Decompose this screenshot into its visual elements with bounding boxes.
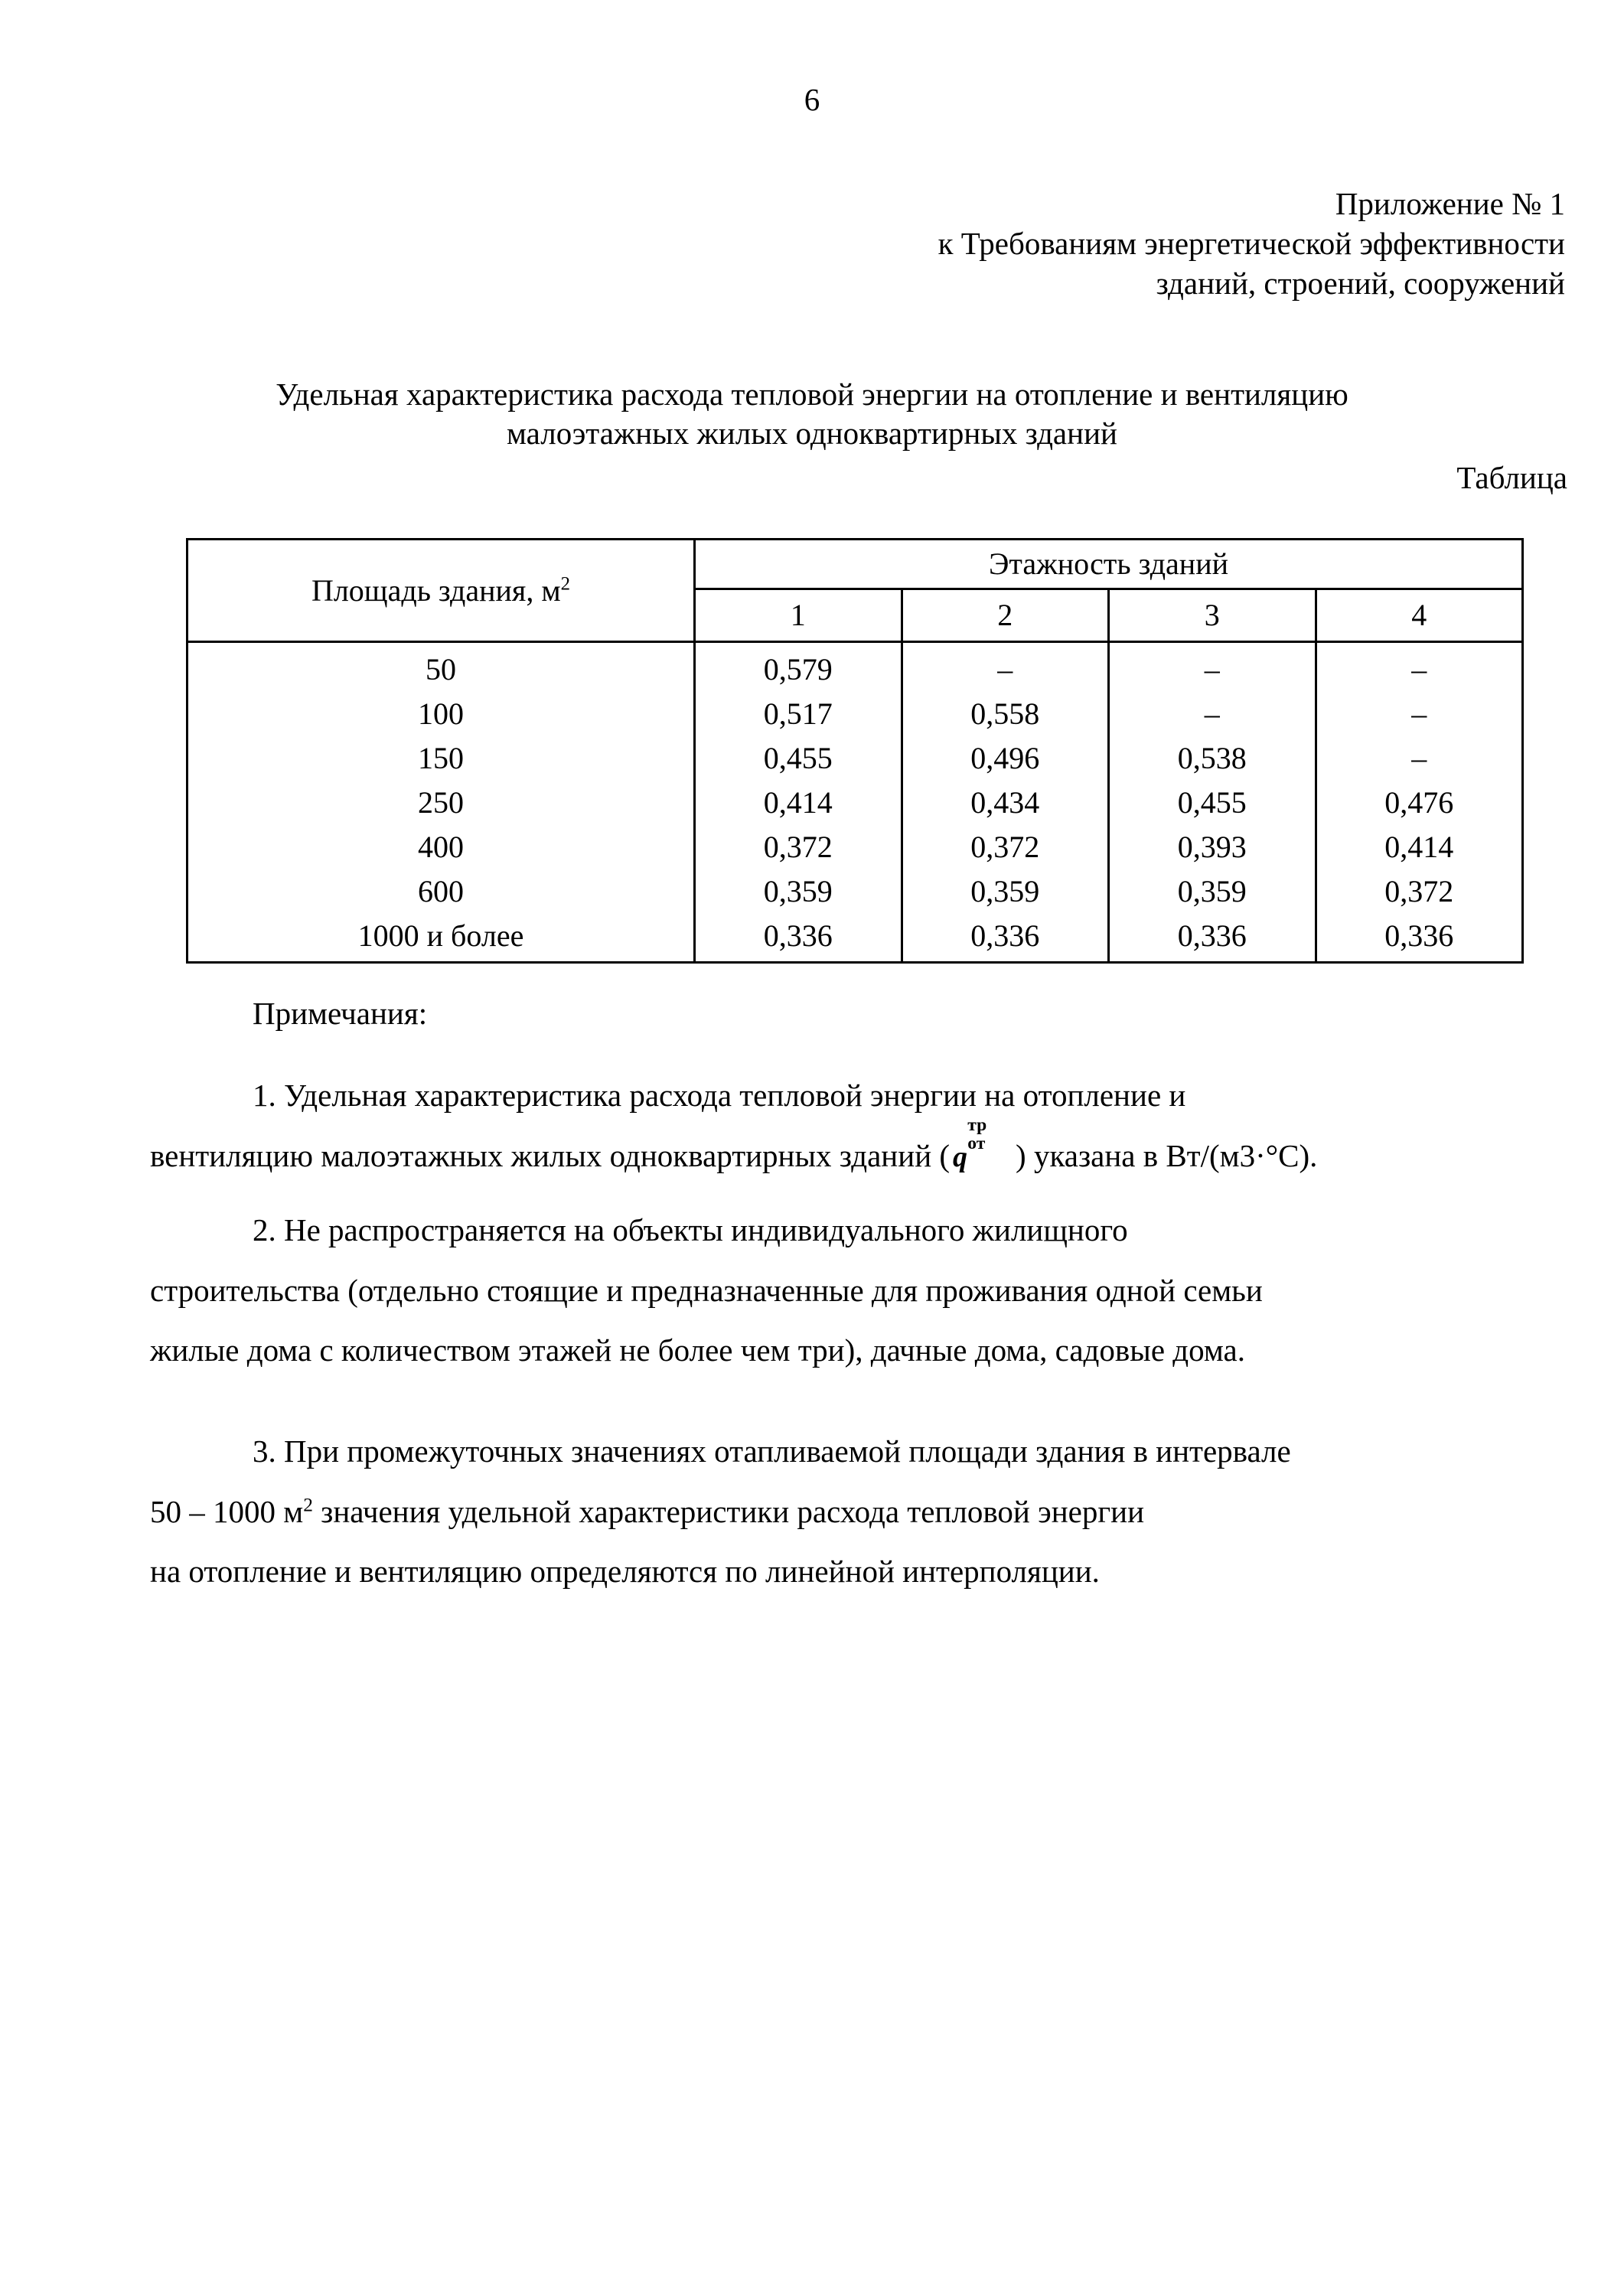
cell-value: 0,372 — [695, 825, 902, 869]
column-header-area-label: Площадь здания, м — [311, 572, 561, 608]
note-1-line-2 — [150, 1114, 1567, 1186]
note-3 — [150, 1421, 1567, 1602]
cell-value: 0,372 — [1316, 869, 1523, 914]
cell-value: 0,579 — [695, 642, 902, 693]
cell-value: 0,372 — [902, 825, 1109, 869]
cell-value: 0,538 — [1109, 736, 1316, 781]
cell-value: 0,336 — [902, 914, 1109, 963]
cell-area: 600 — [188, 869, 695, 914]
note-2-line-2: строительства (отдельно стоящие и предназначенные для проживания одной семьи — [150, 1272, 1263, 1308]
note-3-range-superscript: 2 — [303, 1494, 313, 1516]
table-row — [188, 692, 1523, 736]
table-row — [188, 869, 1523, 914]
column-header-floors-group: Этажность зданий — [695, 540, 1523, 589]
formula-subscript: от — [967, 1133, 986, 1153]
cell-value: – — [1316, 692, 1523, 736]
note-1-tail-after: ) указана в Вт/(м3·°С). — [1016, 1137, 1318, 1173]
column-header-floor-2: 2 — [902, 589, 1109, 642]
cell-value: 0,414 — [1316, 825, 1523, 869]
document-title-line-2: малоэтажных жилых одноквартирных зданий — [507, 416, 1117, 452]
cell-value: 0,414 — [695, 781, 902, 825]
note-1-line-1 — [150, 1065, 1567, 1126]
note-3-lead: 3. При промежуточных значениях отапливаемой площади здания в интервале — [253, 1433, 1291, 1469]
cell-value: 0,359 — [902, 869, 1109, 914]
column-header-floor-1: 1 — [695, 589, 902, 642]
note-2 — [150, 1200, 1567, 1381]
table-row — [188, 914, 1523, 963]
appendix-line-3: зданий, строений, сооружений — [1156, 266, 1565, 302]
cell-area: 250 — [188, 781, 695, 825]
note-3-line-2 — [150, 1482, 1567, 1542]
note-1-tail-before: вентиляцию малоэтажных жилых одноквартирных зданий ( — [150, 1137, 951, 1173]
cell-area: 150 — [188, 736, 695, 781]
formula-q-heating — [950, 1114, 1016, 1186]
formula-superscript: тр — [967, 1114, 987, 1135]
cell-value: – — [1316, 736, 1523, 781]
note-3-line-3: на отопление и вентиляцию определяются по линейной интерполяции. — [150, 1554, 1100, 1590]
column-header-floor-3: 3 — [1109, 589, 1316, 642]
table-container — [186, 538, 1524, 964]
cell-value: 0,336 — [1316, 914, 1523, 963]
cell-value: 0,336 — [1109, 914, 1316, 963]
heat-energy-table — [186, 538, 1524, 964]
page-number: 6 — [804, 82, 820, 117]
table-row — [188, 642, 1523, 693]
column-header-area-superscript: 2 — [560, 573, 571, 595]
note-3-range: 50 – 1000 м — [150, 1493, 304, 1529]
note-1 — [150, 1065, 1567, 1186]
cell-value: 0,496 — [902, 736, 1109, 781]
formula-symbol — [953, 1114, 987, 1186]
cell-value: 0,476 — [1316, 781, 1523, 825]
appendix-line-1: Приложение № 1 — [1335, 186, 1565, 221]
cell-value: – — [1109, 642, 1316, 693]
cell-value: 0,434 — [902, 781, 1109, 825]
cell-value: 0,455 — [1109, 781, 1316, 825]
document-title-line-1: Удельная характеристика расхода тепловой энергии на отопление и вентиляцию — [276, 377, 1348, 412]
cell-area: 400 — [188, 825, 695, 869]
cell-value: 0,455 — [695, 736, 902, 781]
note-2-line-1 — [150, 1200, 1567, 1261]
notes-label: Примечания: — [253, 996, 428, 1031]
cell-value: 0,517 — [695, 692, 902, 736]
table-header-row-top — [188, 540, 1523, 589]
note-1-lead: 1. Удельная характеристика расхода тепловой энергии на отопление и — [253, 1078, 1186, 1113]
table-row — [188, 736, 1523, 781]
column-header-floor-4: 4 — [1316, 589, 1523, 642]
column-header-area — [188, 540, 695, 642]
table-body — [188, 642, 1523, 963]
cell-area: 1000 и более — [188, 914, 695, 963]
table-caption: Таблица — [1456, 460, 1567, 495]
cell-value: – — [902, 642, 1109, 693]
cell-value: – — [1316, 642, 1523, 693]
cell-value: – — [1109, 692, 1316, 736]
cell-value: 0,558 — [902, 692, 1109, 736]
note-2-lead: 2. Не распространяется на объекты индивидуального жилищного — [253, 1212, 1128, 1247]
note-3-line-2-rest: значения удельной характеристики расхода тепловой энергии — [312, 1493, 1145, 1529]
appendix-heading — [647, 184, 1565, 303]
cell-area: 100 — [188, 692, 695, 736]
formula-base: q — [953, 1140, 968, 1173]
note-3-line-1 — [150, 1421, 1567, 1482]
table-row — [188, 781, 1523, 825]
cell-area: 50 — [188, 642, 695, 693]
cell-value: 0,336 — [695, 914, 902, 963]
note-2-line-3: жилые дома с количеством этажей не более чем три), дачные дома, садовые дома. — [150, 1332, 1245, 1368]
table-header — [188, 540, 1523, 642]
cell-value: 0,359 — [1109, 869, 1316, 914]
cell-value: 0,359 — [695, 869, 902, 914]
cell-value: 0,393 — [1109, 825, 1316, 869]
table-row — [188, 825, 1523, 869]
appendix-line-2: к Требованиям энергетической эффективности — [938, 226, 1565, 262]
document-title — [123, 375, 1501, 454]
